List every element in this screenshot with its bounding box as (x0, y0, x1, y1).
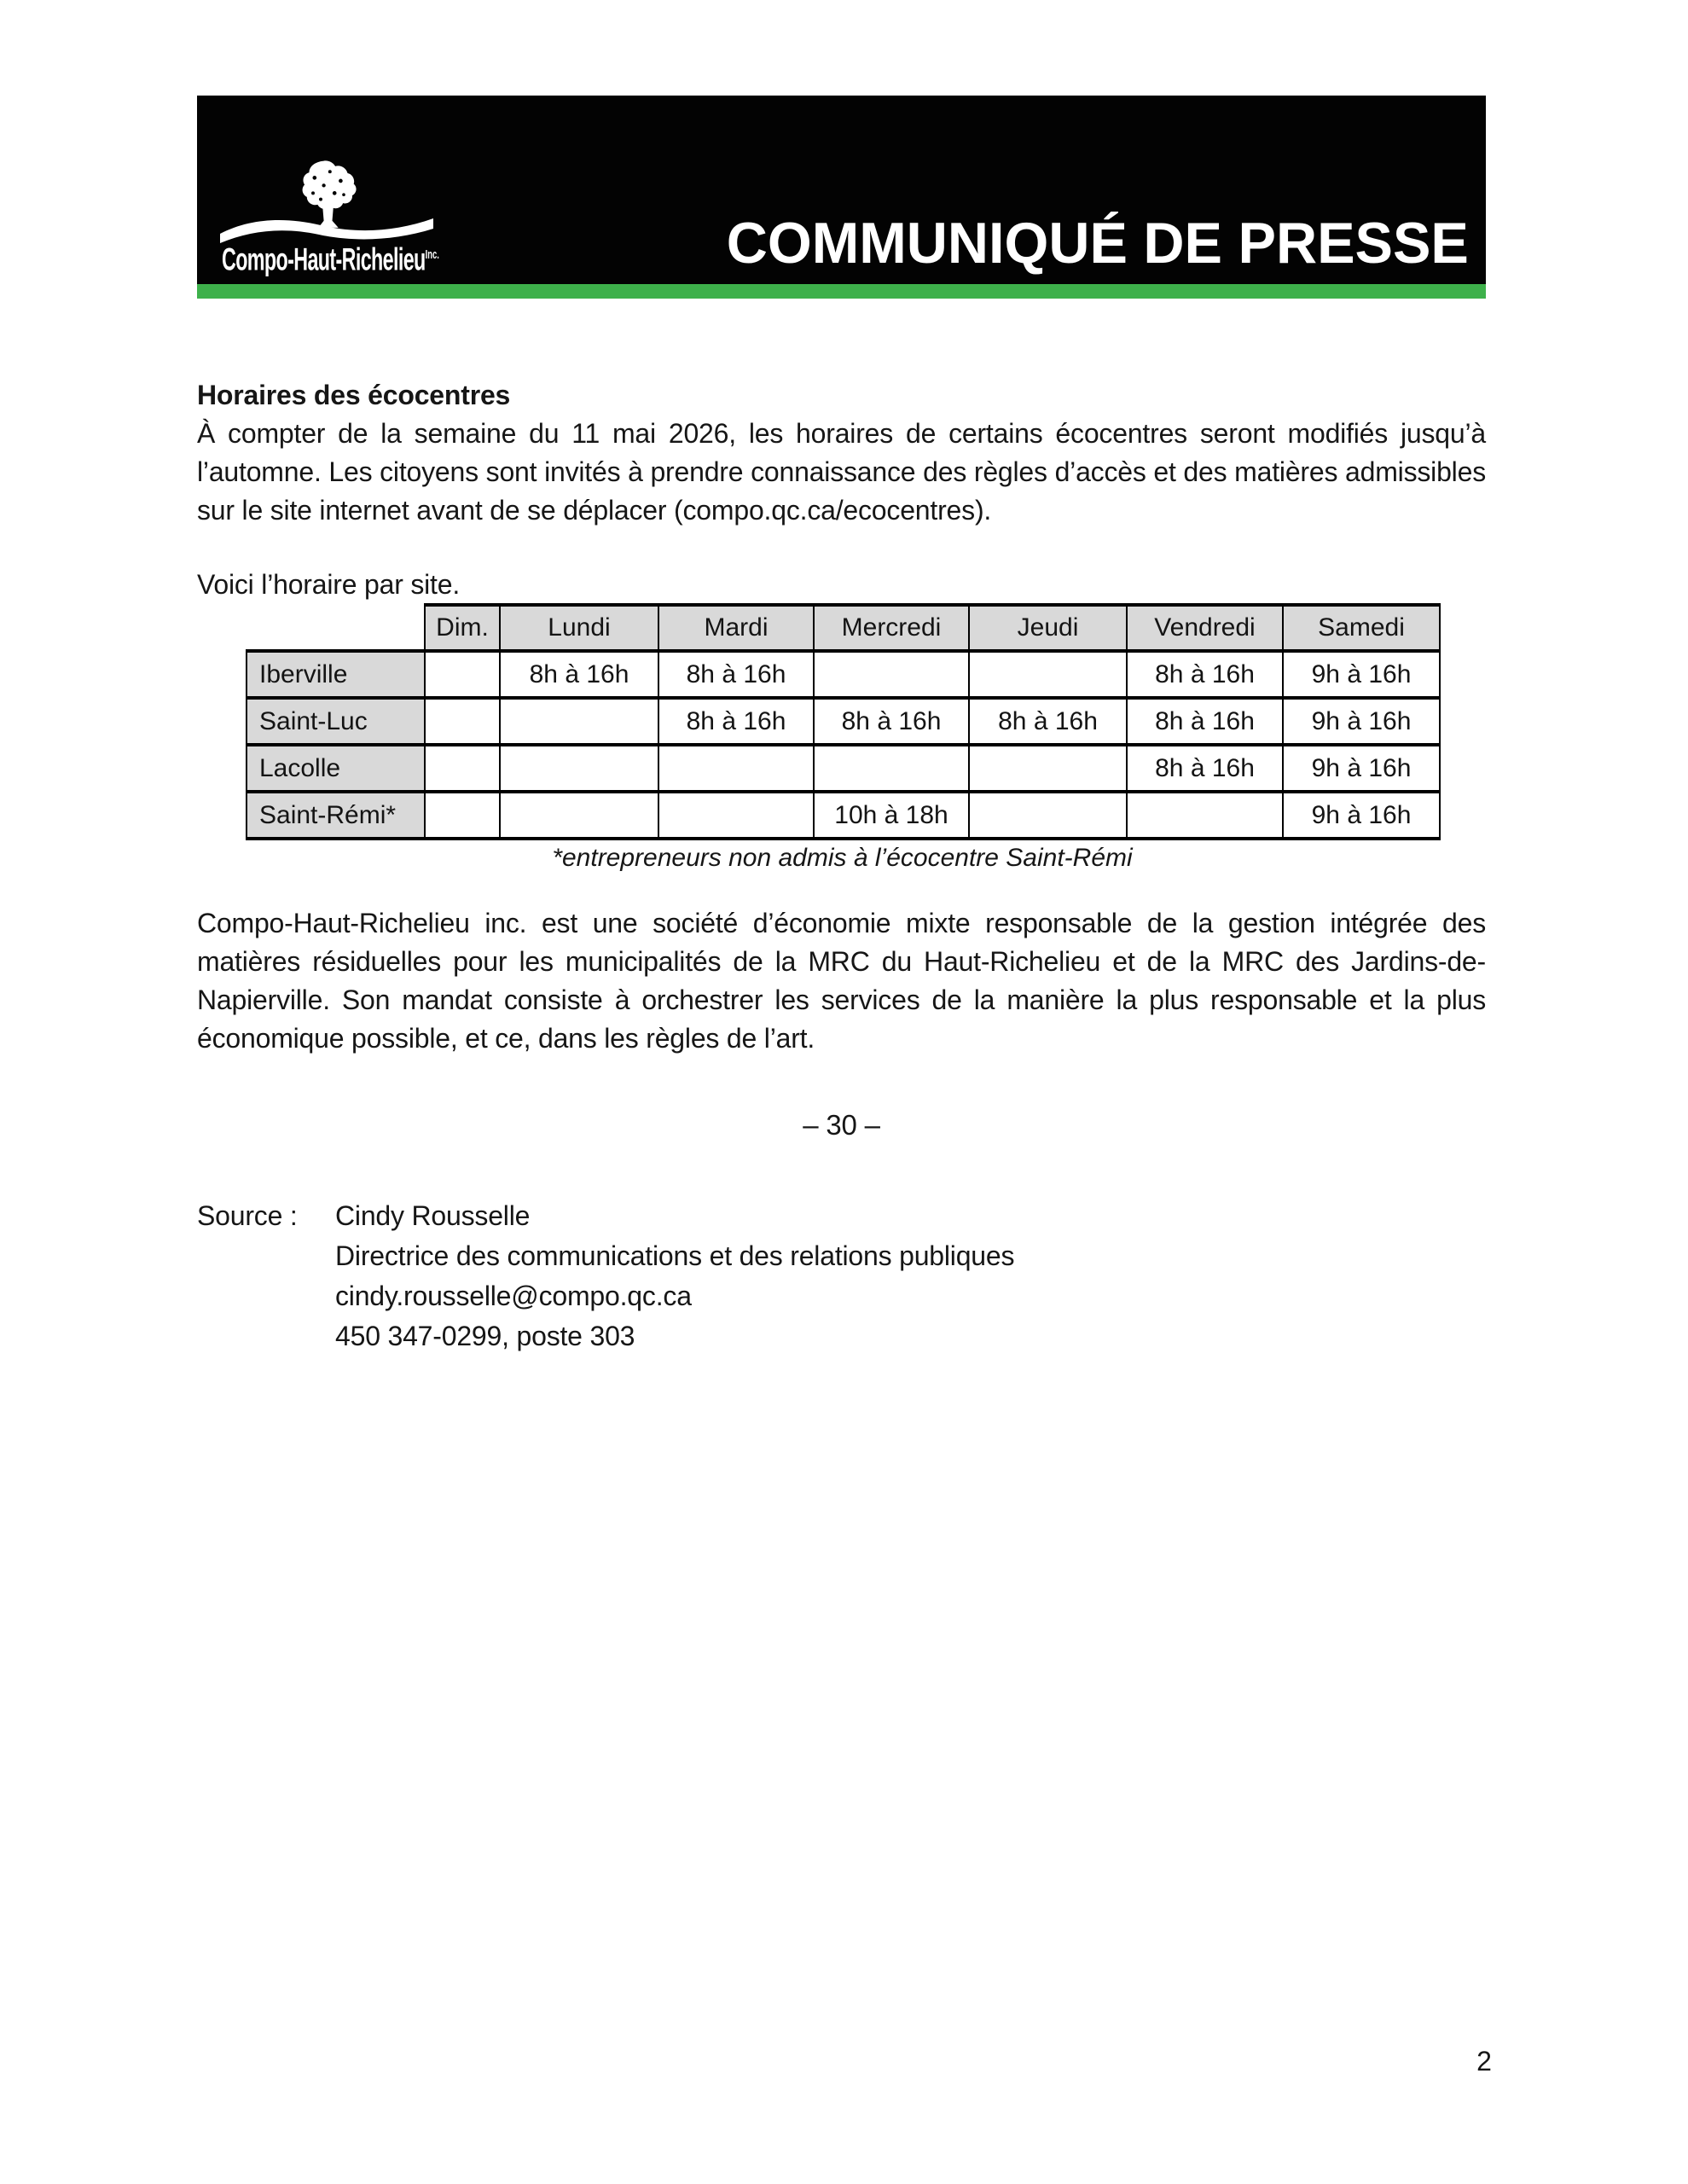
company-logo (220, 157, 439, 277)
source-contact-email: cindy.rousselle@compo.qc.ca (335, 1281, 692, 1311)
document-title: COMMUNIQUÉ DE PRESSE (726, 211, 1469, 276)
col-header-lundi: Lundi (500, 605, 658, 651)
row-header-site: Iberville (247, 651, 425, 698)
schedule-cell (425, 792, 500, 839)
schedule-cell (500, 745, 658, 792)
section-heading: Horaires des écocentres (197, 380, 511, 410)
schedule-cell (425, 698, 500, 745)
col-header-samedi: Samedi (1283, 605, 1440, 651)
source-block (197, 1196, 1486, 1356)
source-lines (335, 1196, 1014, 1356)
schedule-cell (1127, 792, 1283, 839)
header-banner (197, 96, 1486, 284)
schedule-cell (500, 792, 658, 839)
source-label: Source : (197, 1200, 298, 1231)
schedule-cell: 9h à 16h (1283, 745, 1440, 792)
schedule-cell (969, 651, 1127, 698)
schedule-cell (425, 745, 500, 792)
logo-wordmark (222, 240, 439, 275)
col-header-jeudi: Jeudi (969, 605, 1127, 651)
table-header-row (247, 605, 1440, 651)
end-mark: – 30 – (803, 1109, 880, 1141)
table-footnote: *entrepreneurs non admis à l’écocentre Saint-Rémi (552, 844, 1133, 872)
schedule-table-wrap (246, 603, 1441, 840)
table-corner-cell (247, 605, 425, 651)
row-header-site: Lacolle (247, 745, 425, 792)
table-row (247, 698, 1440, 745)
schedule-cell (500, 698, 658, 745)
table-row (247, 792, 1440, 839)
schedule-cell: 9h à 16h (1283, 651, 1440, 698)
table-row (247, 745, 1440, 792)
source-contact-title: Directrice des communications et des relations publiques (335, 1240, 1015, 1271)
schedule-cell: 8h à 16h (1127, 651, 1283, 698)
logo-inc-suffix: Inc. (425, 247, 439, 262)
schedule-cell: 8h à 16h (1127, 745, 1283, 792)
schedule-cell (814, 651, 969, 698)
schedule-cell: 8h à 16h (658, 651, 814, 698)
table-row (247, 651, 1440, 698)
schedule-cell (969, 745, 1127, 792)
schedule-cell: 8h à 16h (969, 698, 1127, 745)
source-contact-phone: 450 347-0299, poste 303 (335, 1321, 635, 1351)
table-intro-text: Voici l’horaire par site. (197, 569, 461, 600)
source-contact-name: Cindy Rousselle (335, 1200, 531, 1231)
logo-name: Compo-Haut-Richelieu (222, 241, 426, 277)
table-head (247, 605, 1440, 651)
col-header-vendredi: Vendredi (1127, 605, 1283, 651)
schedule-table (246, 603, 1441, 840)
schedule-cell: 8h à 16h (658, 698, 814, 745)
intro-section (197, 376, 1486, 530)
col-header-mardi: Mardi (658, 605, 814, 651)
schedule-cell: 8h à 16h (500, 651, 658, 698)
table-body (247, 651, 1440, 839)
col-header-dim: Dim. (425, 605, 500, 651)
schedule-cell: 9h à 16h (1283, 792, 1440, 839)
row-header-site: Saint-Luc (247, 698, 425, 745)
page-number: 2 (1476, 2046, 1492, 2077)
schedule-cell: 9h à 16h (1283, 698, 1440, 745)
schedule-cell: 8h à 16h (1127, 698, 1283, 745)
row-header-site: Saint-Rémi* (247, 792, 425, 839)
schedule-cell (814, 745, 969, 792)
schedule-cell (658, 792, 814, 839)
schedule-cell: 8h à 16h (814, 698, 969, 745)
col-header-mercredi: Mercredi (814, 605, 969, 651)
about-paragraph: Compo-Haut-Richelieu inc. est une société d’économie mixte responsable de la gestion intégrée des matières résiduelles pour les municipalités de la MRC du Haut-Richelieu et de la MRC des Jardins-de-Napierville. Son mandat consiste à orchestrer les services de la manière la plus responsable et la plus économique possible, et ce, dans les règles de l’art. (197, 908, 1486, 1054)
schedule-cell (969, 792, 1127, 839)
schedule-cell (425, 651, 500, 698)
green-accent-bar (197, 284, 1486, 299)
intro-paragraph: À compter de la semaine du 11 mai 2026, les horaires de certains écocentres seront modifiés jusqu’à l’automne. Les citoyens sont invités à prendre connaissance des règles d’accès et des matières admissibles sur le site internet avant de se déplacer (compo.qc.ca/ecocentres). (197, 418, 1486, 526)
schedule-cell: 10h à 18h (814, 792, 969, 839)
schedule-cell (658, 745, 814, 792)
